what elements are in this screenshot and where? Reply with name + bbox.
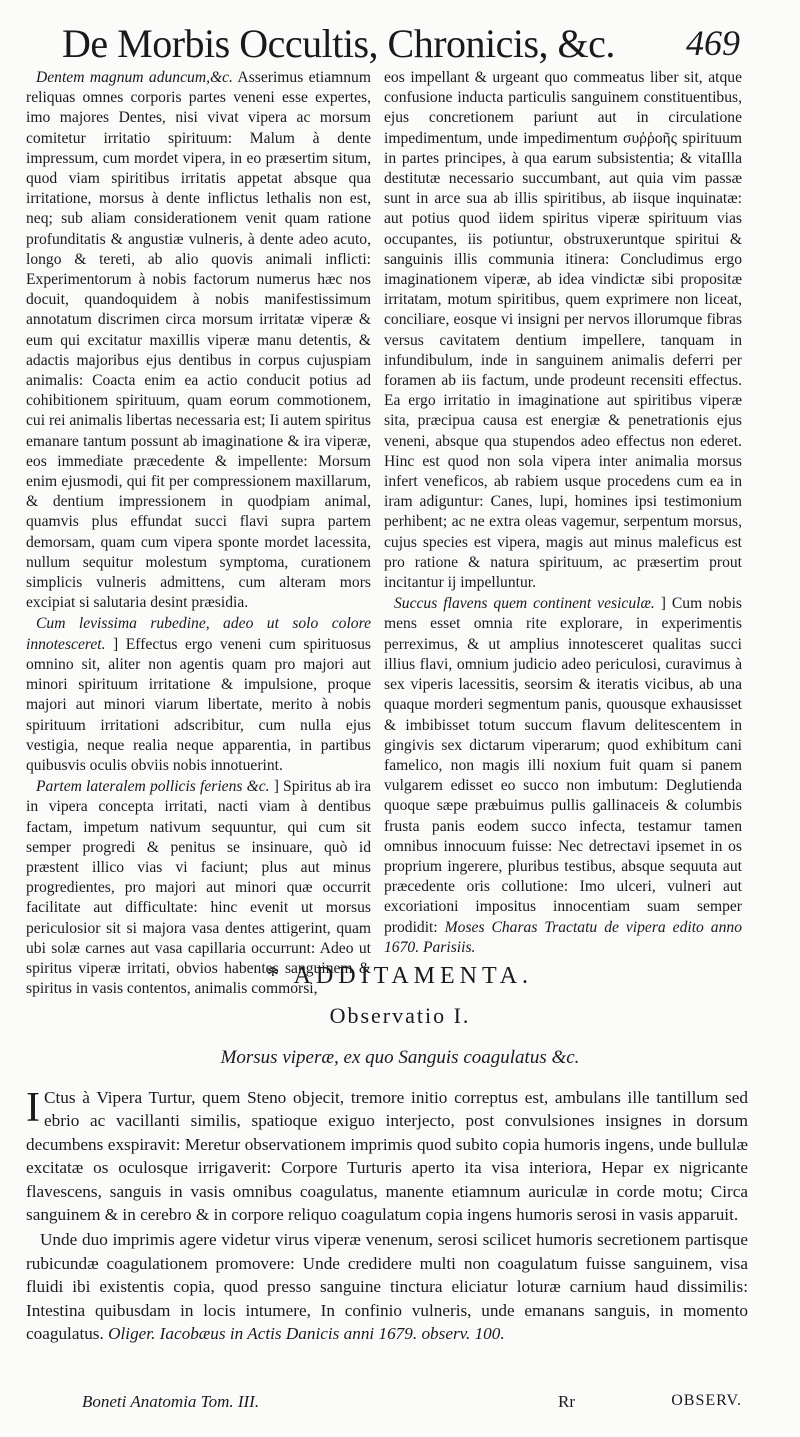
lemma: Partem lateralem pollicis feriens &c. [36,778,270,796]
page-footer [82,1392,742,1420]
paragraph-text: ] Effectus ergo veneni cum spirituosus omnino sit, aliter non agentis quam pro majori aut minori spirituum irritatione & impulsione, proque majori aut minori viarum libertate, merito à nobis spirituum irritationi adscribitur, cum nulla ejus vestigia, neque realia neque apparentia, in partibus quibusvis oculis obviis nobis innotuerint. [26,635,371,774]
left-paragraph-1 [26,68,371,613]
right-column [384,68,742,959]
page-number: 469 [686,23,740,63]
right-paragraph-2 [384,594,742,958]
observatio-heading: Observatio I. [329,1003,471,1028]
paragraph-text: Unde duo imprimis agere videtur virus viperæ venenum, serosi scilicet humoris secretionem partisque rubicundæ coagulationem promovere: Unde credidere multi non coagulatum fuisse sanguinem, visa fluidi ibi existentis copia, quod presso sanguine tinctura eliciatur loturæ carnium haud dissimilis: Intestina quibusdam in locis intumere, In confinio vulneris, unde emanans sanguis, in momento coagulatus. [26,1230,748,1344]
citation: Moses Charas Tractatu de vipera edito anno 1670. Parisiis. [384,918,742,956]
additamenta-heading: * ADDITAMENTA. [266,963,534,989]
signature-mark: Rr [558,1392,575,1411]
lemma: Succus flavens quem continent vesiculæ. [394,595,655,613]
right-paragraph-1 [384,68,742,593]
lemma: Cum levissima rubedine, adeo ut solo colore innotesceret. [26,615,371,653]
observatio-paragraph-2 [26,1228,748,1345]
catchword: OBSERV. [671,1392,742,1409]
paragraph-text: Asserimus etiamnum reliquas omnes corporis partes veneni esse expertes, imo majores Dentes, nisi vivat vipera ac morsum comitetur irritatio spirituum: Malum à dente impressum, cum mordet vipera, in eo præsertim situm, quod viam spiritibus irritatis appetat absque qua irritatione, morsus à dente inflictus lethalis non est, neq; sub aliam considerationem venit quam ratione profunditatis & angustiæ vulneris, à dente adeo acuto, longo & tereti, ab alio quovis animali inflicti: Experimentorum à nobis factorum numerus hæc nos docuit, quandoquidem à nobis manifestissimum annotatum discrimen circa morsum irritatæ viperæ & eum qui excitatur maxillis viperæ manu detentis, & adactis majoribus ejus dentibus in corpus cujuspiam animalis: Coacta enim ea actio conducit potius ad cohibitionem spirituum, quam eorum commotionem, cui rei animalis libertas necessaria est; Ii autem spiritus emanare tantum possunt ab imaginatione & ira viperæ, eos immediate præcedente & impellente: Morsum enim ejusmodi, qui fit per compressionem maxillarum, & dentium impressionem in quodpiam animal, quamvis plus effundat succi flavi supra partem demorsam, quam cum vipera sponte mordet lacessita, nullum sequitur molestum symptoma, curationem simplicis vulneris admittens, cum alteram mors excipiat si salutaria desint præsidia. [26,69,371,612]
running-head [62,16,740,70]
observatio-paragraph-1: ICtus à Vipera Turtur, quem Steno objecit, tremore initio correptus est, ambulans ille tantillum sed ebrio ac vacillanti similis, spatioque exiguo interjecto, post convulsiones insignes in dorsum decumbens exspiravit: Meretur observationem imprimis quod subito copia humoris ingens, unde bullulæ excitatæ os oculosque irrigaverit: Corpore Turturis aperto ita visa interiora, Hepar ex nigricante flavescens, sanguis in vasis omnibus coagulatus, manente etiamnum auriculæ in corde motu; Circa sanguinem & in cerebro & in corpore reliquo coagulatum copia ingens humoris serosi in vasis apparuit. [26,1085,748,1225]
paragraph-text: ] Cum nobis mens esset omnia rite explorare, in experimentis perreximus, & ut amplius innotesceret qualitas succi illius flavi, omnium judicio adeo periculosi, curavimus à sex viperis lacessitis, seorsim & iteratis vicibus, ab una quaque morderi segmentum panis, quousque exhausisset & imbibisset totum succum flavum delitescentem in gingivis sex dictarum viperarum; quod exhibitum cani famelico, non magis illi noxium fuit quam si panem vulgarem edisset eo succo non imbutum: Deglutienda quoque sæpe præbuimus pullis gallinaceis & columbis frusta panis eodem succo infecta, testamur tamen omnibus innocuum fuisse: Nec detrectavi ipsemet in os proprium ingerere, pluribus testibus, absque sequuta aut præcedente oris collutione: Imo ulceri, vulneri aut excoriationi impositus innocentiam suam semper prodidit: [384,595,742,936]
paragraph-text: ] Spiritus ab ira in vipera concepta irritati, nacti viam à dentibus factam, impetum nativum sequuntur, qui cum sit semper progredi & penitus se insinuare, quò id præstent illico vias vi faciunt; plus aut minus progredientes, pro majori aut minori quæ occurrit facilitate aut difficultate: hinc evenit ut morsus periculosior sit si majora vasa dentes attigerint, quam ubi solæ carnes aut vasa capillaria occurrunt: Adeo ut spiritus viperæ irritati, obvios habentes sanguinem & spiritus in vasis contentos, animalis commorsi, [26,778,371,998]
running-title: De Morbis Occultis, Chronicis, &c. [62,21,615,66]
left-column [26,68,371,1000]
signature-line: Boneti Anatomia Tom. III. [82,1392,260,1411]
observatio-subtitle: Morsus viperæ, ex quo Sanguis coagulatus &c. [220,1047,580,1068]
observatio-body [26,1086,748,1345]
lemma: Dentem magnum aduncum,&c. [36,69,233,86]
citation: Oliger. Iacobæus in Actis Danicis anni 1679. observ. 100. [103,1324,505,1344]
left-paragraph-2 [26,614,371,776]
paragraph-text: eos impellant & urgeant quo commeatus liber sit, atque confusione inducta particulis sanguinem constituentibus, ejus concretionem pariunt aut in circulatione impedimentum, unde impedimentum συῤῥοῆς spirituum in partes principes, à qua earum subsistentia; & vitaIlla destitutæ necessario succumbant, aut quia vim passæ sunt in arce sua ab illis spiritibus, ab iisque inquinatæ: aut potius quod iidem spiritus viperæ spirituum vias occupantes, iis potiuntur, obstruxeruntque spiritui & sanguinis illis communia itinera: Concludimus ergo imaginationem viperæ, ab idea vindictæ sibi propositæ irritatam, motum spiritibus, quem exprimere non liceat, conciliare, eosque vi insigni per nervos illorumque fibras versus cavitatem dentium impellere, tanquam in infundibulum, inde in sanguinem animalis deferri per foramen ab iis factum, unde prodeunt recensiti effectus. Ea ergo irritatio in imaginatione aut spiritibus viperæ sita, præcipua causa est energiæ & penetrationis ejus veneni, absque qua stupendos adeo effectus non ederet. Hinc est quod non sola vipera inter animalia morsus infert veneficos, ab rabiem usque procedens cum ea in iram adiguntur: Canes, lupi, homines ipsi testimonium perhibent; ac ne extra oleas vagemur, serpentum morsus, cujus species est vipera, magis aut minus maleficus est pro ratione & natura spirituum, ac præsertim prout incitantur ij impelluntur. [384,69,742,592]
